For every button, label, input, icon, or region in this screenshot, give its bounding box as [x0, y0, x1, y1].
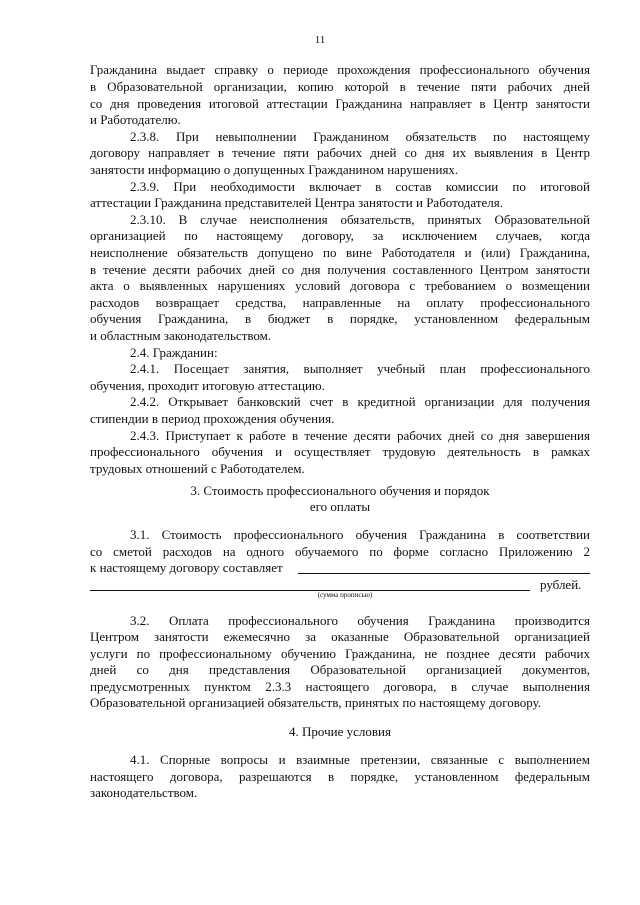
section-3-title-cont: его оплаты [309, 499, 371, 514]
section-3-title: 3. Стоимость профессионального обучения и порядок [190, 483, 490, 498]
text-line: неисполнение обязательств допущено по вине Работодателя и (или) Гражданина, [90, 245, 590, 260]
text-line: расходов возвращает средства, направленные на оплату профессионального [90, 295, 590, 310]
text-line: обучения, проходит итоговую аттестацию. [90, 378, 325, 393]
text-line: настоящего договора, разрешаются в порядке, установленном федеральным [90, 769, 590, 784]
rubles-label: рублей. [540, 577, 582, 592]
text-line: со дня проведения итоговой аттестации Гражданина направляет в Центр занятости [90, 96, 590, 111]
text-line: стипендии в период прохождения обучения. [90, 411, 335, 426]
text-line: Гражданина выдает справку о периоде прохождения профессионального обучения [90, 62, 590, 77]
amount-blank-line [298, 573, 590, 574]
text-line: Центром занятости ежемесячно за оказанные Образовательной организацией [90, 629, 590, 644]
clause-2-4: 2.4. Гражданин: [130, 345, 218, 360]
page-number: 11 [314, 34, 326, 46]
sum-caption: (сумма прописью) [317, 591, 373, 599]
text-line: в Образовательной организации, копию которой в течение пяти рабочих дней [90, 79, 590, 94]
text-line: трудовых отношений с Работодателем. [90, 461, 305, 476]
clause-2-3-9: 2.3.9. При необходимости включает в состав комиссии по итоговой [130, 179, 590, 194]
clause-2-4-1: 2.4.1. Посещает занятия, выполняет учебный план профессионального [130, 361, 590, 376]
text-line: к настоящему договору составляет [90, 560, 283, 575]
text-line: акта о выявленных нарушениях условий договора с требованием о возмещении [90, 278, 590, 293]
text-line: занятости информацию о допущенных Гражданином нарушениях. [90, 162, 459, 177]
text-line: Образовательной организацией обязательств, принятых по настоящему договору. [90, 695, 542, 710]
text-line: со сметой расходов на одного обучаемого по форме согласно Приложению 2 [90, 544, 590, 559]
text-line: и Работодателю. [90, 112, 181, 127]
text-line: организацией по настоящему договору, за исключением случаев, когда [90, 228, 590, 243]
text-line: законодательством. [90, 785, 198, 800]
text-line: обучения Гражданина, в бюджет в порядке, установленном федеральным [90, 311, 590, 326]
clause-2-3-10: 2.3.10. В случае неисполнения обязательств, принятых Образовательной [130, 212, 590, 227]
text-line: и областным законодательством. [90, 328, 272, 343]
text-line: дней со дня представления Образовательной организацией документов, [90, 662, 590, 677]
section-4-title: 4. Прочие условия [289, 724, 391, 739]
text-line: предусмотренных пунктом 2.3.3 настоящего договора, в случае выполнения [90, 679, 590, 694]
clause-3-1: 3.1. Стоимость профессионального обучения Гражданина в соответствии [130, 527, 590, 542]
clause-2-4-3: 2.4.3. Приступает к работе в течение десяти рабочих дней со дня завершения [130, 428, 590, 443]
clause-2-4-2: 2.4.2. Открывает банковский счет в кредитной организации для получения [130, 394, 590, 409]
clause-2-3-8: 2.3.8. При невыполнении Гражданином обязательств по настоящему [130, 129, 590, 144]
text-line: аттестации Гражданина представителей Центра занятости и Работодателя. [90, 195, 503, 210]
text-line: услуги по профессиональному обучению Гражданина, не позднее десяти рабочих [90, 646, 590, 661]
clause-3-2: 3.2. Оплата профессионального обучения Гражданина производится [130, 613, 590, 628]
text-line: договору направляет в течение пяти рабочих дней со дня их выявления в Центр [90, 145, 590, 160]
clause-4-1: 4.1. Спорные вопросы и взаимные претензии, связанные с выполнением [130, 752, 590, 767]
text-line: профессионального обучения и осуществляет трудовую деятельность в рамках [90, 444, 590, 459]
text-line: в течение десяти рабочих дней со дня получения составленного Центром занятости [90, 262, 590, 277]
